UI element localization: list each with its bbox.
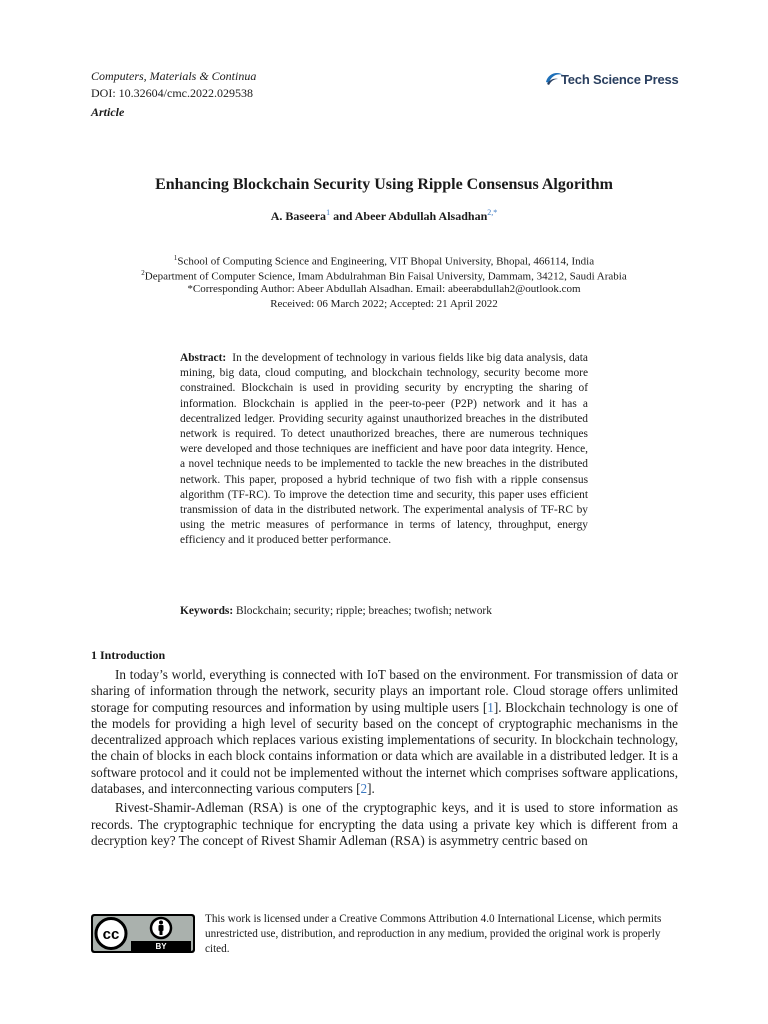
cc-by-license-badge[interactable] (91, 914, 195, 953)
cc-label: cc (102, 926, 120, 943)
abstract-label: Abstract: (180, 352, 227, 364)
keywords-text: Blockchain; security; ripple; breaches; twofish; network (236, 605, 492, 617)
section-heading-introduction: 1 Introduction (91, 648, 166, 662)
publisher-logo (544, 68, 679, 90)
author-1-affiliation-mark[interactable]: 1 (326, 208, 331, 217)
person-body-icon (159, 925, 164, 931)
paragraph-1-part-a: In today’s world, everything is connected with IoT based on the environment. For transmission of data or sharing of information through the network, security plays an important role. Cloud storage offers unlimited storage for computing resources and information by using multiple users [ (91, 667, 678, 715)
abstract-text: In the development of technology in various fields like big data analysis, data mining, big data, cloud computing, and blockchain technology, security become more constrained. Blockchain is used in providing security by encrypting the sharing of information. Blockchain is applied in the peer-to-peer (P2P) network and it has a decentralized ledger. Providing security against unauthorized breaches in the distributed network is required. To detect unauthorized breaches, there are numerous techniques were developed and those techniques are inefficient and have poor data integrity. Hence, a novel technique needs to be implemented to tackle the new breaches in the distributed network. This paper, proposed a hybrid technique of two fish with a ripple consensus algorithm (TF-RC). To improve the detection time and security, this paper uses efficient transmission of data in the distributed network. The experimental analysis of TF-RC by using the metric measures of performance in terms of latency, throughput, energy efficiency and it produced better performance. (180, 352, 588, 547)
introduction-body (91, 667, 678, 849)
article-type: Article (91, 105, 125, 119)
affiliation-1-mark: 1 (173, 254, 178, 262)
paragraph-2: Rivest-Shamir-Adleman (RSA) is one of the cryptographic keys, and it is used to store information as records. The cryptographic technique for encrypting the data using a private key which is different from a decryption key? The concept of Rivest Shamir Adleman (RSA) is asymmetry centric based on (91, 800, 678, 848)
author-2: Abeer Abdullah Alsadhan (354, 209, 488, 223)
paragraph-1-part-b: ]. Blockchain technology is one of the models for providing a high level of security based on the concept of cryptographic mechanisms in the decentralized approach which replaces various existing implementations of security. In blockchain technology, the chain of blocks in each block contains information or data which are available in a distributed ledger. It is a software protocol and it could not be implemented without the internet which comprises software applications, databases, and interconnecting various computers [ (91, 699, 678, 797)
received-accepted-dates: Received: 06 March 2022; Accepted: 21 April 2022 (270, 298, 498, 310)
keywords (180, 604, 492, 619)
citation-link-2[interactable]: 2 (360, 781, 368, 797)
author-1: A. Baseera (270, 209, 327, 223)
journal-name: Computers, Materials & Continua (91, 69, 257, 83)
author-line (0, 208, 768, 224)
paper-title: Enhancing Blockchain Security Using Ripple Consensus Algorithm (155, 176, 613, 193)
keywords-label: Keywords: (180, 605, 234, 617)
paragraph-1 (91, 667, 678, 797)
author-2-affiliation-mark[interactable]: 2,* (487, 208, 498, 217)
license-text: This work is licensed under a Creative Commons Attribution 4.0 International License, which permits unrestricted use, distribution, and reproduction in any medium, provided the original work is properly cited. (205, 913, 662, 955)
publisher-name: Tech Science Press (561, 71, 679, 87)
doi: DOI: 10.32604/cmc.2022.029538 (91, 86, 253, 100)
affiliation-2-text: Department of Computer Science, Imam Abdulrahman Bin Faisal University, Dammam, 34212, Saudi Arabia (144, 270, 627, 283)
paragraph-1-part-c: ]. (367, 781, 375, 797)
corresponding-author: *Corresponding Author: Abeer Abdullah Alsadhan. Email: abeerabdullah2@outlook.com (187, 283, 581, 295)
citation-link-1[interactable]: 1 (487, 699, 494, 715)
author-connector: and (330, 209, 355, 223)
abstract (180, 351, 588, 549)
affiliation-1-text: School of Computing Science and Engineering, VIT Bhopal University, Bhopal, 466114, India (177, 255, 595, 268)
affiliation-2-mark: 2 (141, 269, 145, 277)
person-head-icon (159, 921, 163, 925)
by-label: BY (155, 942, 167, 951)
